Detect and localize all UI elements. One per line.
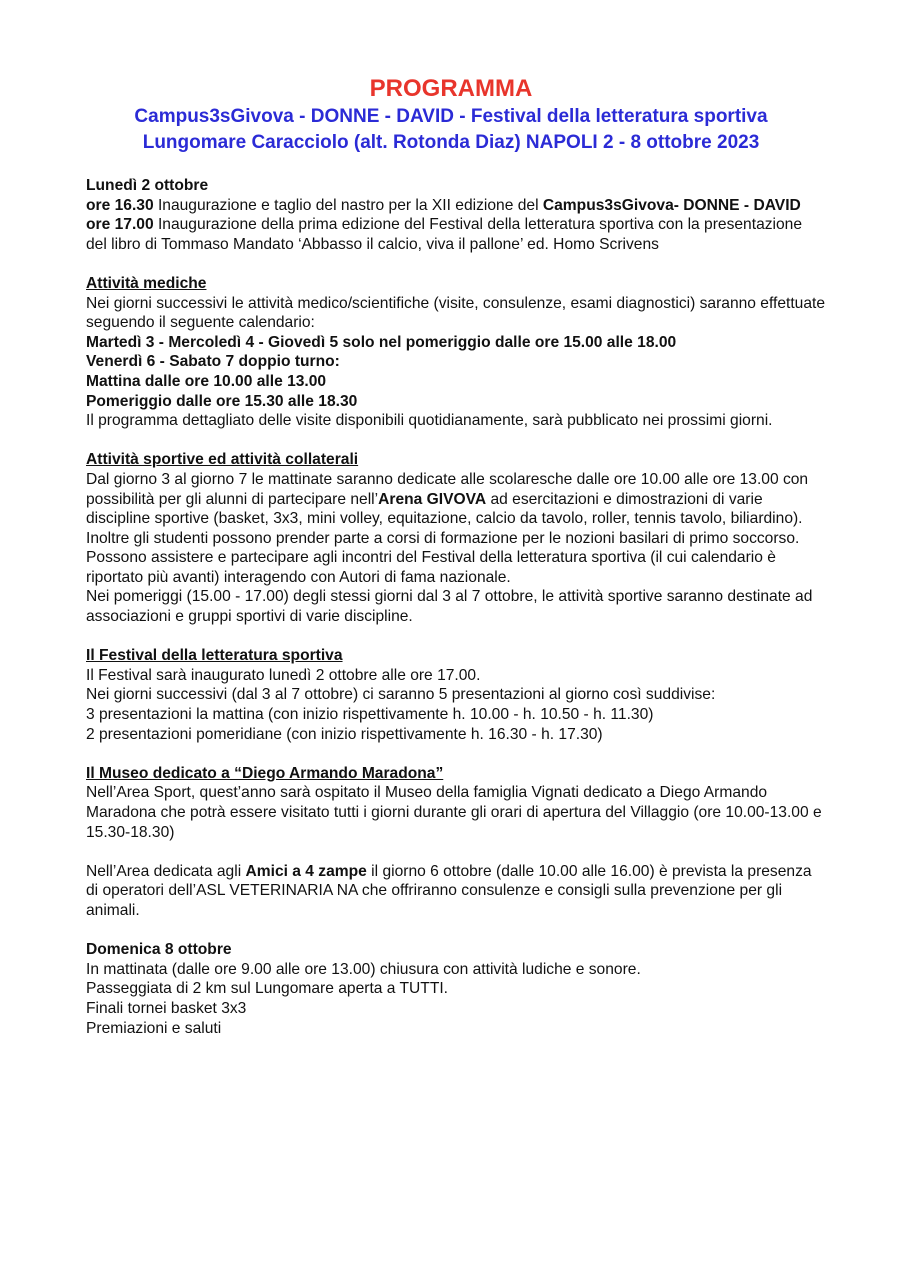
section-heading-domenica: Domenica 8 ottobre [86, 941, 232, 959]
festival-paragraph-4: 2 presentazioni pomeridiane (con inizio rispettivamente h. 16.30 - h. 17.30) [86, 725, 603, 743]
text-1630: Inaugurazione e taglio del nastro per la XII edizione del [153, 196, 543, 214]
sportive-paragraph-4: Nei pomeriggi (15.00 - 17.00) degli stessi giorni dal 3 al 7 ottobre, le attività sportive saranno destinate ad associazioni e gruppi sportivi di varie discipline. [86, 588, 813, 626]
text-1700: Inaugurazione della prima edizione del Festival della letteratura sportiva con la presentazione del libro di Tommaso Mandato ‘Abbasso il calcio, viva il pallone’ ed. Homo Scrivens [86, 216, 803, 253]
museo-paragraph-1: Nell’Area Sport, quest’anno sarà ospitato il Museo della famiglia Vignati dedicato a Diego Armando Maradona che potrà essere visitato tutti i giorni durante gli orari di apertura del Villaggio (ore 10.00-13.00 e 15.30-18.30) [86, 784, 822, 841]
mediche-line3: Mattina dalle ore 10.00 alle 13.00 [86, 372, 327, 390]
section-heading-sportive: Attività sportive ed attività collaterali [86, 451, 359, 469]
amici-text-a: Nell’Area dedicata agli [86, 862, 246, 880]
section-heading-mediche: Attività mediche [86, 274, 207, 292]
mediche-line2: Venerdì 6 - Sabato 7 doppio turno: [86, 353, 340, 371]
festival-paragraph-1: Il Festival sarà inaugurato lunedì 2 ottobre alle ore 17.00. [86, 666, 481, 684]
campus-name: Campus3sGivova- DONNE - DAVID [542, 196, 801, 214]
time-1630: ore 16.30 [86, 196, 154, 214]
page-subtitle-line1: Campus3sGivova - DONNE - DAVID - Festival della letteratura sportiva [134, 106, 768, 127]
domenica-paragraph-3: Finali tornei basket 3x3 [86, 999, 247, 1017]
mediche-outro: Il programma dettagliato delle visite disponibili quotidianamente, sarà pubblicato nei prossimi giorni. [86, 412, 773, 430]
paragraph-lunedi-1630 [86, 196, 826, 216]
domenica-paragraph-2: Passeggiata di 2 km sul Lungomare aperta a TUTTI. [86, 980, 449, 998]
sportive-p1-text-a: Dal giorno 3 al giorno 7 le mattinate saranno dedicate alle scolaresche dalle ore 10.00 alle ore 13.00 con possibilità per gli alunni di partecipare nell’ [86, 470, 809, 508]
amici-text-b: il giorno 6 ottobre (dalle 10.00 alle 16.00) è prevista la presenza di operatori dell’ASL VETERINARIA NA che offriranno consulenze e consigli sulla prevenzione per gli animali. [86, 862, 812, 919]
document-page [86, 74, 826, 1038]
section-heading-museo: Il Museo dedicato a “Diego Armando Maradona” [86, 764, 444, 782]
section-heading-lunedi: Lunedì 2 ottobre [86, 177, 209, 194]
paragraph-lunedi-1700 [86, 215, 826, 254]
sportive-p1-text-b: ad esercitazioni e dimostrazioni di varie discipline sportive (basket, 3x3, mini volley, equitazione, calcio da tavolo, roller, tennis tavolo, biliardino). [86, 490, 803, 528]
festival-paragraph-2: Nei giorni successivi (dal 3 al 7 ottobre) ci saranno 5 presentazioni al giorno così suddivise: [86, 686, 716, 704]
mediche-line1: Martedì 3 - Mercoledì 4 - Giovedì 5 solo nel pomeriggio dalle ore 15.00 alle 18.00 [86, 333, 677, 351]
sportive-paragraph-3: Possono assistere e partecipare agli incontri del Festival della letteratura sportiva (il cui calendario è riportato più avanti) interagendo con Autori di fama nazionale. [86, 549, 776, 586]
domenica-paragraph-1: In mattinata (dalle ore 9.00 alle ore 13.00) chiusura con attività ludiche e sonore. [86, 960, 641, 978]
domenica-paragraph-4: Premiazioni e saluti [86, 1019, 222, 1037]
amici-paragraph [86, 862, 826, 921]
sportive-paragraph-2: Inoltre gli studenti possono prender parte a corsi di formazione per le nozioni basilari di primo soccorso. [86, 529, 800, 547]
mediche-line4: Pomeriggio dalle ore 15.30 alle 18.30 [86, 392, 358, 410]
section-heading-festival: Il Festival della letteratura sportiva [86, 647, 343, 665]
festival-paragraph-3: 3 presentazioni la mattina (con inizio rispettivamente h. 10.00 - h. 10.50 - h. 11.30) [86, 706, 654, 724]
page-subtitle-line2: Lungomare Caracciolo (alt. Rotonda Diaz) NAPOLI 2 - 8 ottobre 2023 [142, 132, 760, 153]
document-body [86, 176, 826, 1038]
mediche-intro: Nei giorni successivi le attività medico/scientifiche (visite, consulenze, esami diagnostici) saranno effettuate seguendo il seguente calendario: [86, 294, 826, 332]
time-1700: ore 17.00 [86, 216, 154, 234]
arena-givova: Arena GIVOVA [378, 490, 487, 508]
sportive-paragraph-1 [86, 470, 826, 529]
page-title: PROGRAMMA [369, 75, 533, 102]
amici-bold: Amici a 4 zampe [245, 862, 367, 880]
